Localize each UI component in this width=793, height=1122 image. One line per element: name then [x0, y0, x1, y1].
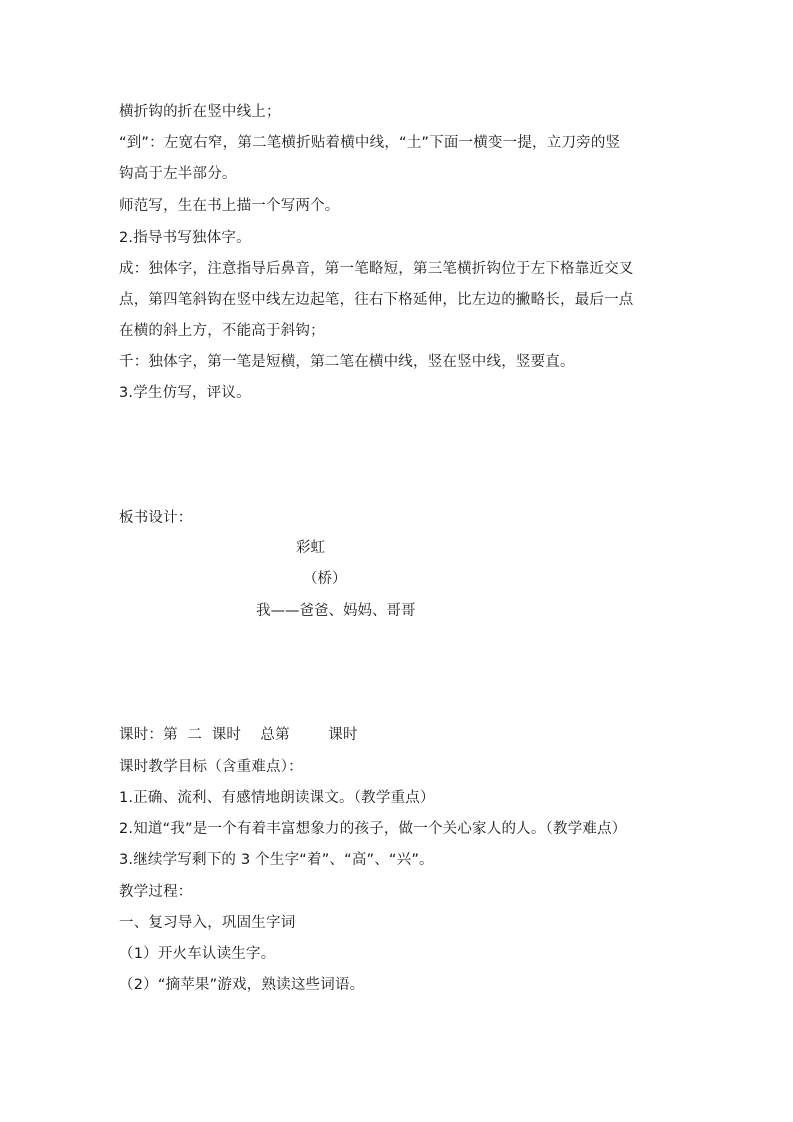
- text-line: （1）开火车认读生字。: [119, 946, 276, 962]
- board-line: 我——爸爸、妈妈、哥哥: [256, 603, 416, 619]
- text-line: 1.正确、流利、有感情地朗读课文。（教学重点）: [119, 790, 435, 806]
- text-line: 在横的斜上方，不能高于斜钩；: [119, 323, 325, 339]
- text-line: 教学过程：: [119, 884, 193, 900]
- text-line: 千：独体字，第一笔是短横，第二笔在横中线，竖在竖中线，竖要直。: [119, 354, 575, 370]
- text-line: 师范写，生在书上描一个写两个。: [119, 198, 340, 214]
- text-line: 课时教学目标（含重难点）：: [119, 759, 303, 775]
- text-line: “到”：左宽右窄，第二笔横折贴着横中线，“土”下面一横变一提，立刀旁的竖: [119, 135, 621, 151]
- text-line: 一、复习导入，巩固生字词: [119, 915, 296, 931]
- text-line: 3.继续学写剩下的 3 个生字“着”、“高”、“兴”。: [119, 852, 434, 868]
- text-line: 成：独体字，注意指导后鼻音，第一笔略短，第三笔横折钩位于左下格靠近交叉: [119, 261, 634, 277]
- text-line: 点，第四笔斜钩在竖中线左边起笔，往右下格延伸，比左边的撇略长，最后一点: [119, 292, 634, 308]
- board-heading: 板书设计：: [119, 510, 193, 526]
- lesson-period: 课时：第 二 课时 总第 课时: [119, 727, 358, 743]
- text-line: 2.知道“我”是一个有着丰富想象力的孩子，做一个关心家人的人。（教学难点）: [119, 821, 627, 837]
- text-line: 3.学生仿写，评议。: [119, 385, 251, 401]
- text-line: 横折钩的折在竖中线上；: [119, 104, 281, 120]
- text-line: 2.指导书写独体字。: [119, 230, 251, 246]
- board-title: 彩虹: [296, 540, 325, 556]
- board-subtitle: （桥）: [303, 571, 347, 587]
- text-line: （2）“摘苹果”游戏，熟读这些词语。: [119, 977, 365, 993]
- text-line: 钩高于左半部分。: [119, 166, 237, 182]
